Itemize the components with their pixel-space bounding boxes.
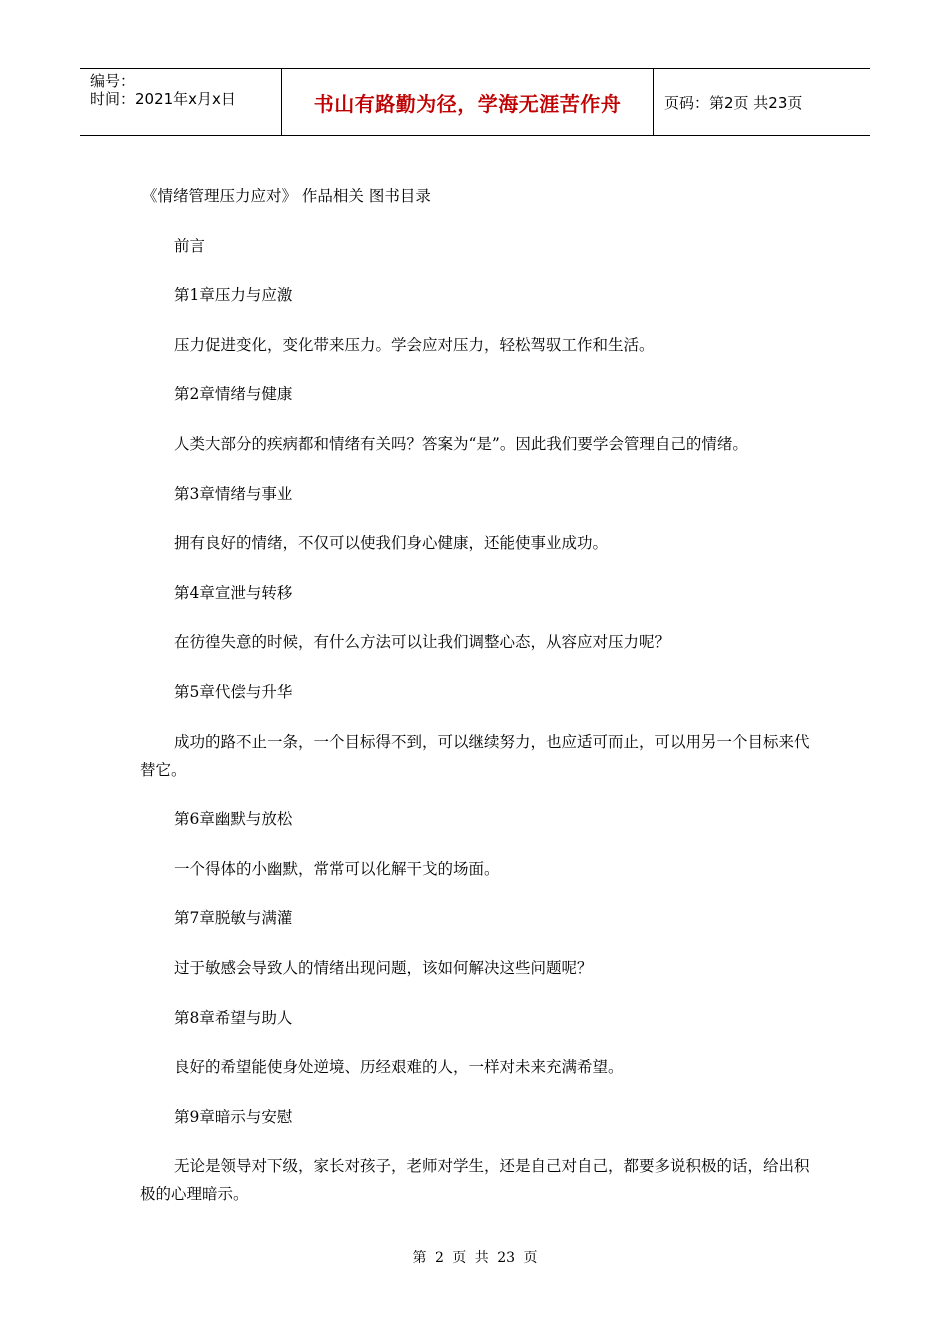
chapter-7-summary: 过于敏感会导致人的情绪出现问题，该如何解决这些问题呢？ [174,958,593,977]
toc-preface: 前言 [174,236,206,255]
chapter-6-title: 第6章幽默与放松 [174,810,293,829]
chapter-2-title: 第2章情绪与健康 [174,385,293,404]
document-body [140,182,820,1230]
document-header [80,68,870,136]
chapter-9-summary: 无论是领导对下级，家长对孩子，老师对学生，还是自己对自己，都要多说积极的话，给出积极的心理暗示。 [140,1157,810,1204]
chapter-2-summary: 人类大部分的疾病都和情绪有关吗？答案为“是”。因此我们要学会管理自己的情绪。 [174,434,748,453]
chapter-4-summary: 在彷徨失意的时候，有什么方法可以让我们调整心态，从容应对压力呢？ [174,633,671,652]
chapter-1-summary: 压力促进变化，变化带来压力。学会应对压力，轻松驾驭工作和生活。 [174,335,655,354]
chapter-9-title: 第9章暗示与安慰 [174,1107,293,1126]
header-meta-cell [80,69,282,135]
header-motto-cell [282,69,654,135]
page-footer: 第 2 页 共 23 页 [412,1250,538,1266]
toc-title: 《情绪管理压力应对》 作品相关 图书目录 [142,187,431,205]
chapter-5-title: 第5章代偿与升华 [174,682,293,701]
chapter-8-summary: 良好的希望能使身处逆境、历经艰难的人，一样对未来充满希望。 [174,1058,624,1077]
chapter-4-title: 第4章宣泄与转移 [174,583,293,602]
chapter-1-title: 第1章压力与应激 [174,286,293,305]
header-page-info: 页码：第2页 共23页 [664,93,803,112]
chapter-3-title: 第3章情绪与事业 [174,484,293,503]
header-page-cell [654,69,870,135]
chapter-8-title: 第8章希望与助人 [174,1008,293,1027]
chapter-6-summary: 一个得体的小幽默，常常可以化解干戈的场面。 [174,859,500,878]
chapter-7-title: 第7章脱敏与满灌 [174,909,293,928]
chapter-3-summary: 拥有良好的情绪，不仅可以使我们身心健康，还能使事业成功。 [174,534,609,553]
chapter-5-summary: 成功的路不止一条，一个目标得不到，可以继续努力，也应适可而止，可以用另一个目标来代替它。 [140,732,810,779]
header-motto: 书山有路勤为径，学海无涯苦作舟 [313,91,622,116]
document-date-label: 时间：2021年x月x日 [90,90,236,108]
document-number-label: 编号： [90,72,136,90]
